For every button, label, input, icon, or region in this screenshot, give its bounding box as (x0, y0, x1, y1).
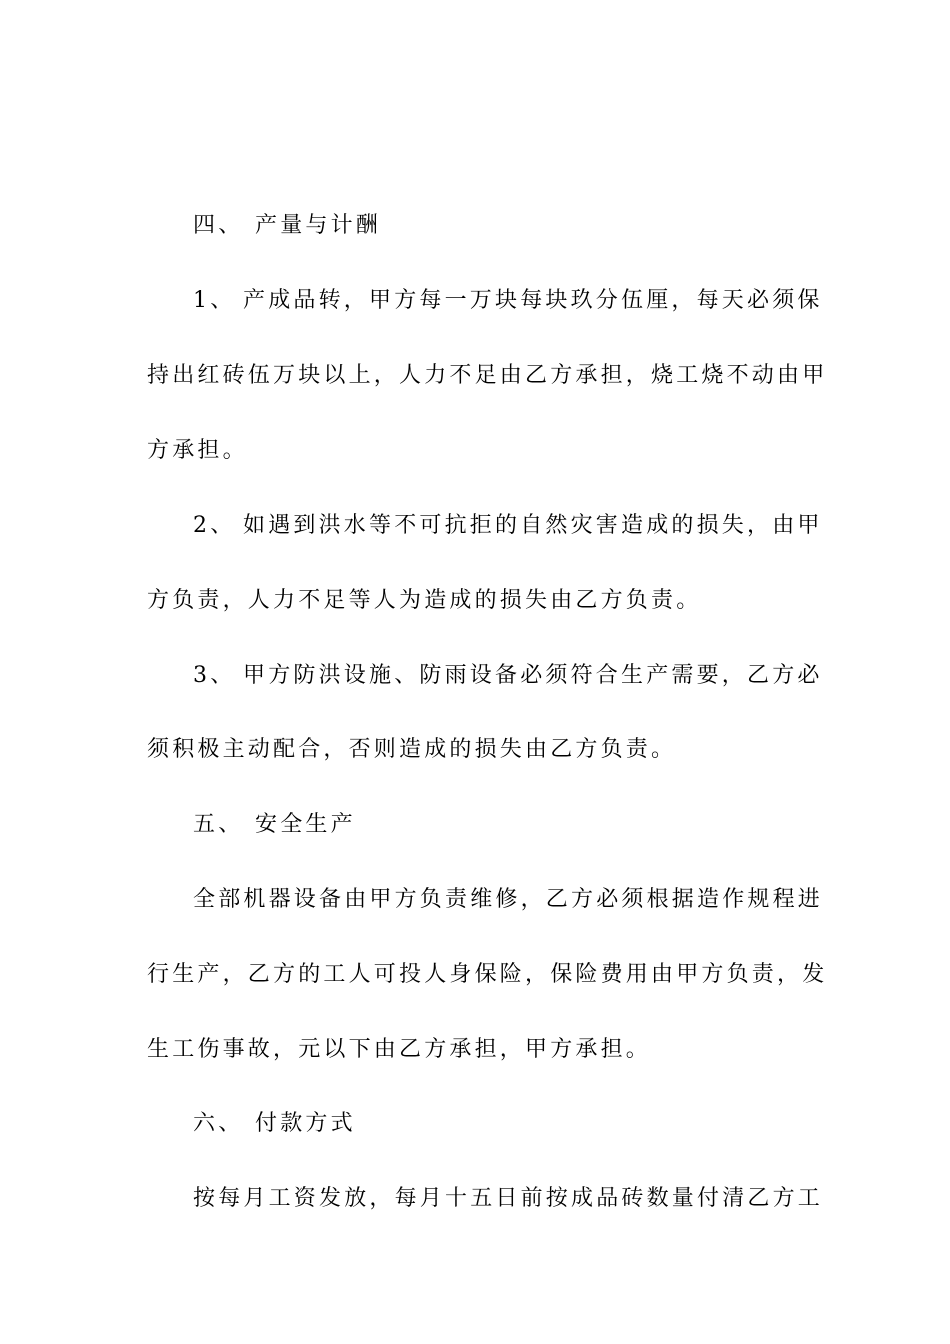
section-number: 四、 (193, 213, 244, 238)
paragraph-line: 持出红砖伍万块以上，人力不足由乙方承担，烧工烧不动由甲 (147, 363, 828, 388)
item-number: 1、 (193, 288, 236, 313)
paragraph-line: 须积极主动配合，否则造成的损失由乙方负责。 (147, 737, 677, 762)
paragraph-line: 生工伤事故，元以下由乙方承担，甲方承担。 (147, 1037, 652, 1062)
paragraph-line: 按每月工资发放，每月十五日前按成品砖数量付清乙方工 (193, 1186, 824, 1211)
item-number: 2、 (193, 513, 236, 538)
paragraph-line: 方承担。 (147, 438, 248, 463)
paragraph-line (193, 511, 853, 541)
item-text: 产成品转，甲方每一万块每块玖分伍厘，每天必须保 (243, 288, 823, 313)
section-title: 付款方式 (255, 1111, 356, 1136)
section-number: 五、 (193, 812, 244, 837)
paragraph-line (193, 661, 853, 691)
paragraph-line: 行生产，乙方的工人可投人身保险，保险费用由甲方负责，发 (147, 962, 828, 987)
section-number: 六、 (193, 1111, 244, 1136)
item-text: 如遇到洪水等不可抗拒的自然灾害造成的损失，由甲 (243, 513, 823, 538)
section-title: 安全生产 (255, 812, 356, 837)
section-heading-5 (193, 810, 853, 840)
paragraph-line: 全部机器设备由甲方负责维修，乙方必须根据造作规程进 (193, 887, 824, 912)
section-title: 产量与计酬 (255, 213, 382, 238)
item-number: 3、 (193, 663, 236, 688)
paragraph-line: 方负责，人力不足等人为造成的损失由乙方负责。 (147, 588, 702, 613)
item-text: 甲方防洪设施、防雨设备必须符合生产需要，乙方必 (243, 663, 823, 688)
section-heading-4 (193, 211, 853, 241)
paragraph-line (193, 286, 853, 316)
section-heading-6 (193, 1109, 853, 1139)
